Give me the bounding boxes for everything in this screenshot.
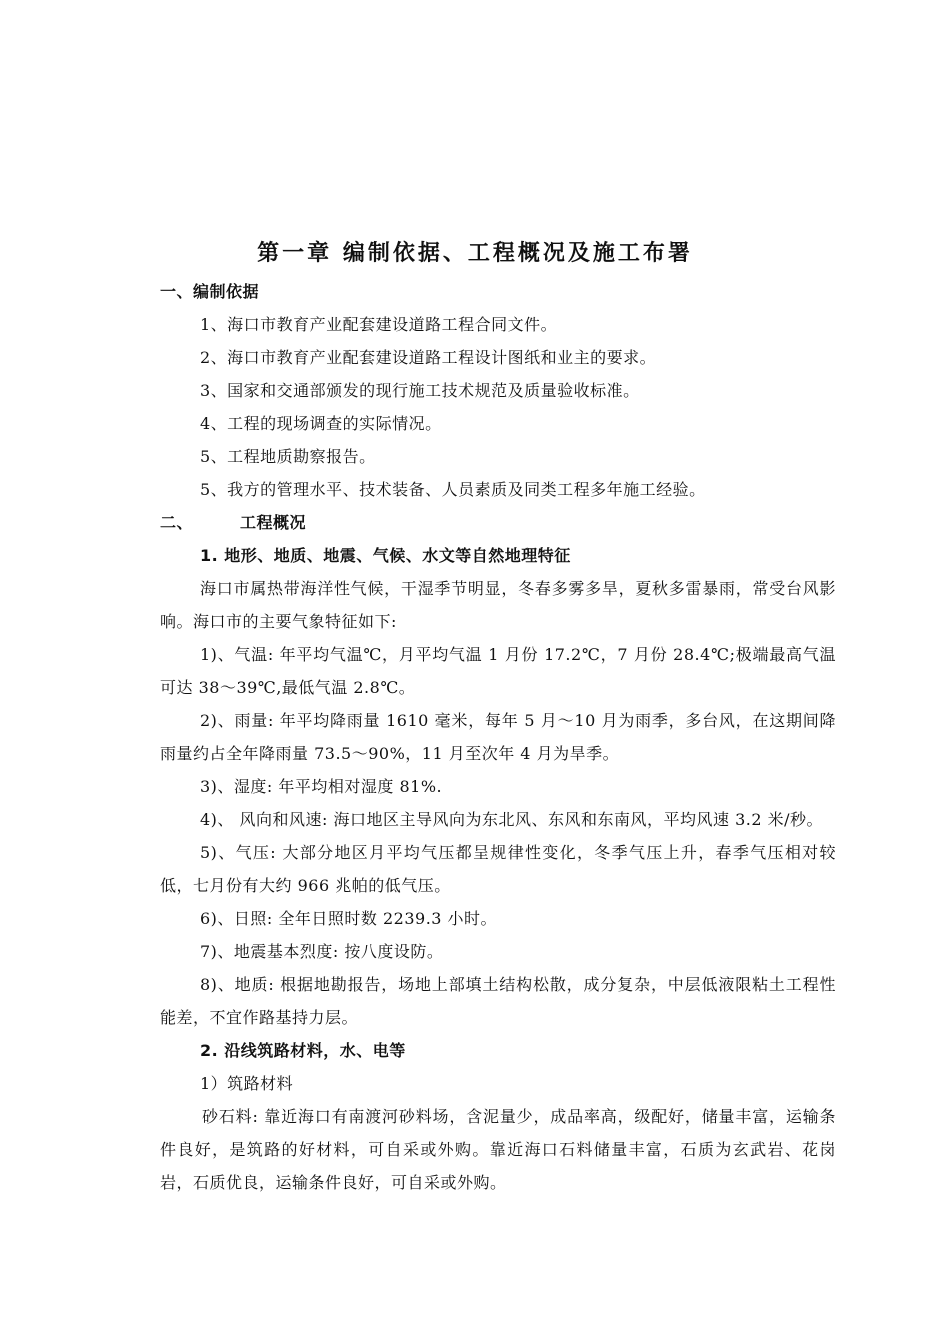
climate-item-sunshine: 6)、日照: 全年日照时数 2239.3 小时。 [200, 909, 498, 928]
climate-intro: 海口市属热带海洋性气候，干湿季节明显，冬春多雾多旱，夏秋多雷暴雨，常受台风影响。海口市的主要气象特征如下: [160, 579, 836, 631]
basis-item-5: 5、工程地质勘察报告。 [200, 447, 376, 466]
climate-item-seismic: 7)、地震基本烈度: 按八度设防。 [200, 942, 444, 961]
section-title: 工程概况 [240, 513, 307, 532]
climate-item-geology: 8)、地质: 根据地勘报告，场地上部填土结构松散，成分复杂，中层低液限粘土工程性能差，不宜作路基持力层。 [160, 975, 836, 1027]
basis-item-4: 4、工程的现场调查的实际情况。 [200, 414, 442, 433]
document-body [160, 275, 836, 1199]
basis-item-2: 2、海口市教育产业配套建设道路工程设计图纸和业主的要求。 [200, 348, 657, 367]
subsection-heading-nature: 1. 地形、地质、地震、气候、水文等自然地理特征 [200, 546, 571, 565]
climate-item-humidity: 3)、湿度: 年平均相对湿度 81%. [200, 777, 443, 796]
section-number: 二、 [160, 513, 194, 532]
basis-item-6: 5、我方的管理水平、技术装备、人员素质及同类工程多年施工经验。 [200, 480, 706, 499]
basis-item-1: 1、海口市教育产业配套建设道路工程合同文件。 [200, 315, 558, 334]
subsection-heading-materials: 2. 沿线筑路材料，水、电等 [200, 1041, 406, 1060]
chapter-title: 第一章 编制依据、工程概况及施工布署 [257, 241, 693, 266]
section-heading-basis: 一、编制依据 [160, 282, 260, 301]
climate-item-rainfall: 2)、雨量: 年平均降雨量 1610 毫米，每年 5 月～10 月为雨季，多台风，在这期间降雨量约占全年降雨量 73.5～90%，11 月至次年 4 月为旱季。 [160, 711, 836, 763]
climate-item-temperature: 1)、气温: 年平均气温℃，月平均气温 1 月份 17.2℃，7 月份 28.4℃;极端最高气温可达 38～39℃,最低气温 2.8℃。 [160, 645, 836, 697]
climate-item-wind: 4)、 风向和风速: 海口地区主导风向为东北风、东风和东南风，平均风速 3.2 米/秒。 [200, 810, 823, 829]
basis-item-3: 3、国家和交通部颁发的现行施工技术规范及质量验收标准。 [200, 381, 640, 400]
section-heading-overview [160, 506, 836, 539]
materials-item-1: 1）筑路材料 [200, 1074, 294, 1093]
climate-item-pressure: 5)、气压: 大部分地区月平均气压都呈规律性变化，冬季气压上升，春季气压相对较低，七月份有大约 966 兆帕的低气压。 [160, 843, 836, 895]
materials-sand-stone: 砂石料: 靠近海口有南渡河砂料场，含泥量少，成品率高，级配好，储量丰富，运输条件良好，是筑路的好材料，可自采或外购。靠近海口石料储量丰富，石质为玄武岩、花岗岩，石质优良，运输条件良好，可自采或外购。 [160, 1107, 836, 1192]
